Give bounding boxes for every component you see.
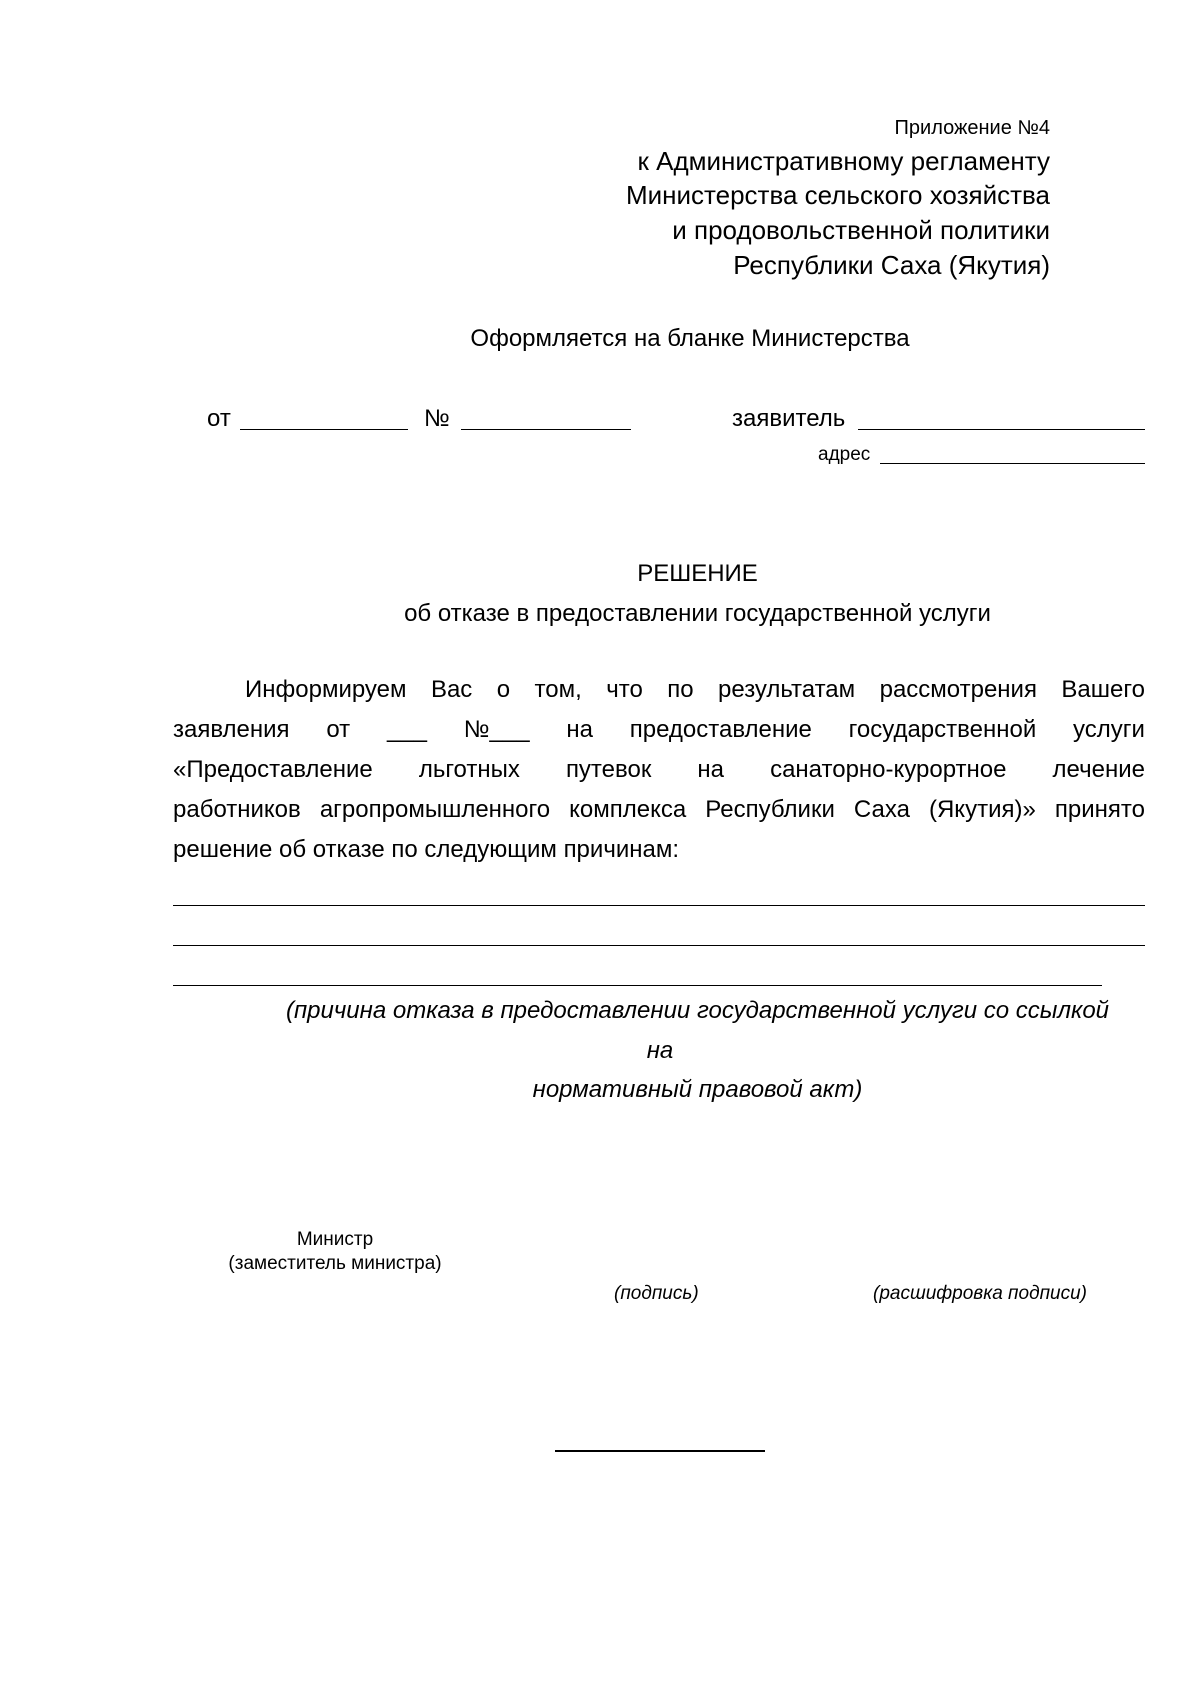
header-line-policy: и продовольственной политики: [672, 215, 1050, 245]
applicant-field[interactable]: [858, 405, 1145, 437]
reason-line[interactable]: [173, 945, 1145, 946]
header-line-ministry: Министерства сельского хозяйства: [625, 180, 1050, 210]
body-line-4: работников агропромышленного комплекса Республики Саха (Якутия)» принято: [173, 796, 1145, 823]
signatory-title: [220, 1228, 450, 1276]
number-label: №: [424, 405, 450, 432]
blank-note: [0, 325, 1200, 353]
body-line-3: «Предоставление льготных путевок на санаторно-курортное лечение: [173, 756, 1145, 783]
reason-caption-line-1: (причина отказа в предоставлении государственной услуги со ссылкой: [285, 997, 1110, 1024]
body-line-1: Информируем Вас о том, что по результатам рассмотрения Вашего: [245, 676, 1145, 703]
minister-label: Министр: [296, 1229, 374, 1250]
address-label: адрес: [818, 444, 871, 465]
signature-label: (подпись): [614, 1283, 699, 1304]
reason-line[interactable]: [173, 905, 1145, 906]
decision-subtitle: об отказе в предоставлении государственной услуги: [404, 600, 991, 627]
reason-caption-line-2: на: [646, 1037, 674, 1064]
address-field[interactable]: [880, 444, 1145, 470]
header-line-republic: Республики Саха (Якутия): [733, 250, 1050, 280]
decision-title: РЕШЕНИЕ: [637, 560, 758, 587]
from-label: от: [207, 405, 231, 432]
body-line-2: заявления от ___ №___ на предоставление государственной услуги: [173, 716, 1145, 743]
reason-caption-line-3: нормативный правовой акт): [532, 1076, 863, 1103]
appendix-number: Приложение №4: [894, 117, 1050, 139]
number-field[interactable]: [461, 405, 631, 437]
header-line-regulation: к Административному регламенту: [637, 146, 1050, 176]
signature-decode-label: (расшифровка подписи): [873, 1283, 1087, 1304]
reason-line[interactable]: [173, 985, 1102, 986]
date-field[interactable]: [240, 405, 408, 437]
blank-note-text: Оформляется на бланке Министерства: [470, 325, 910, 352]
applicant-label: заявитель: [732, 405, 846, 432]
body-paragraph: [173, 670, 1145, 870]
bottom-divider-line: [555, 1450, 765, 1452]
body-line-5: решение об отказе по следующим причинам:: [173, 836, 679, 863]
deputy-label: (заместитель министра): [228, 1253, 442, 1274]
